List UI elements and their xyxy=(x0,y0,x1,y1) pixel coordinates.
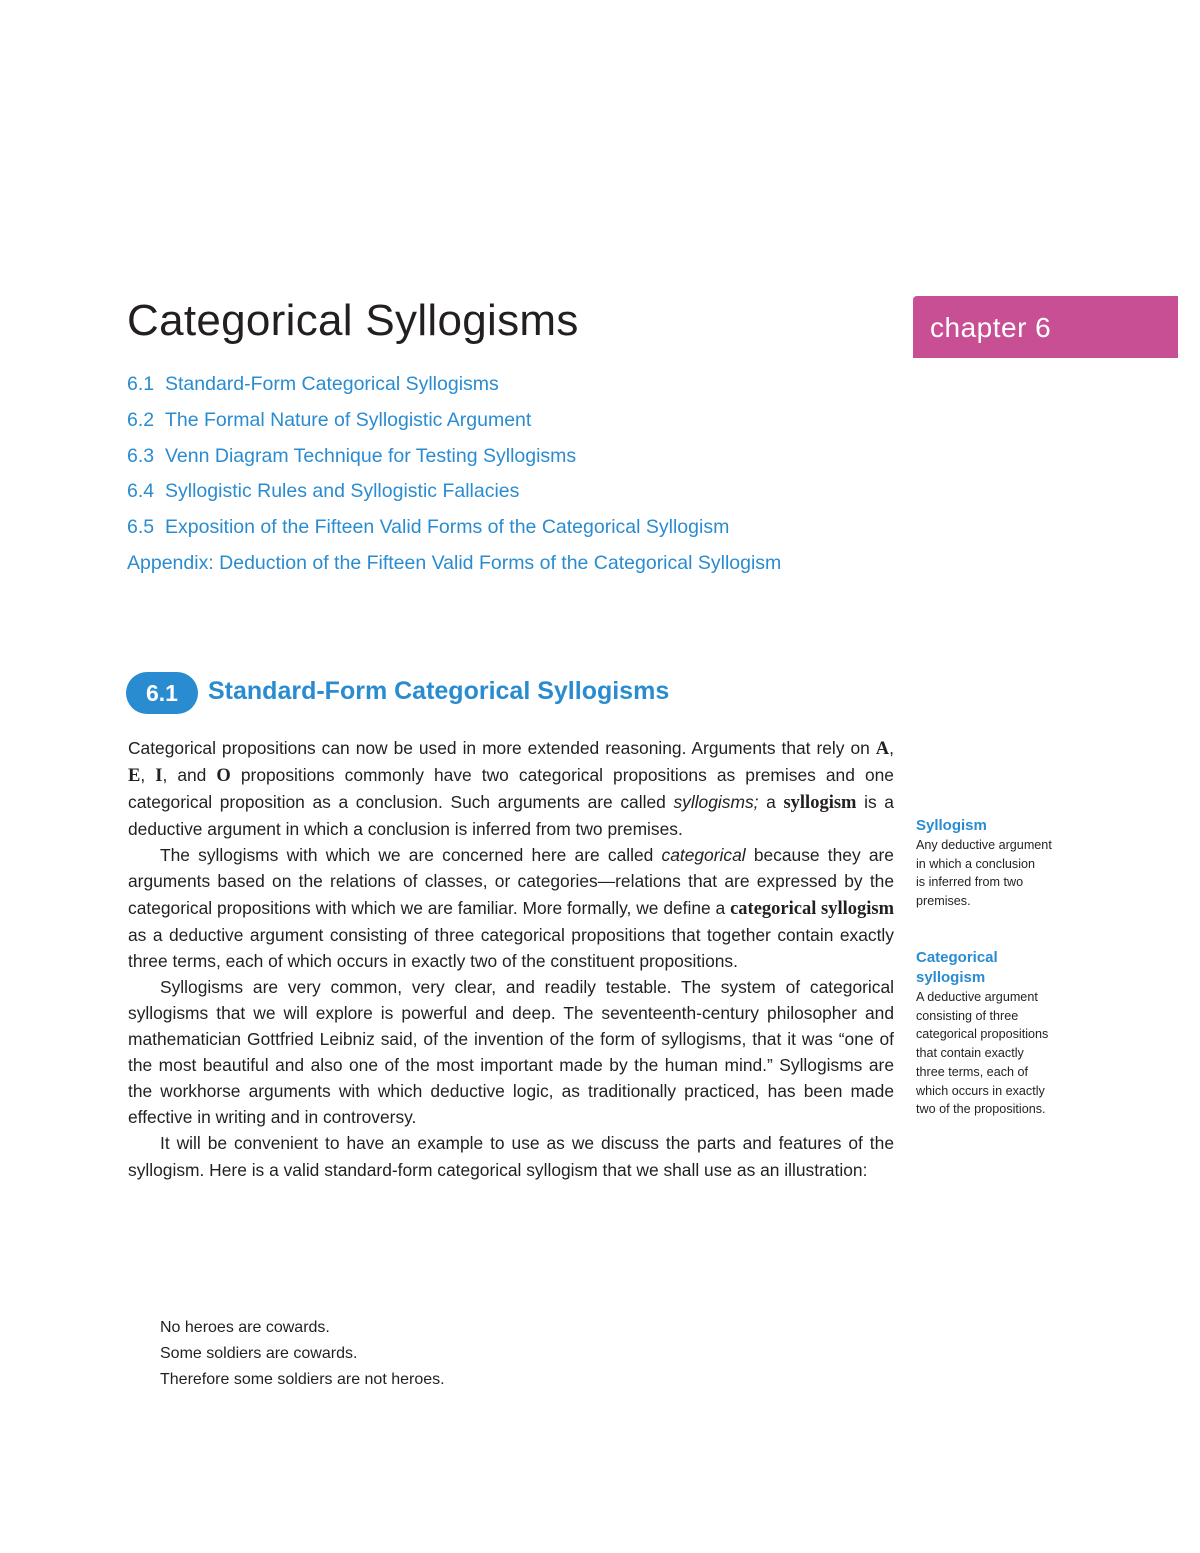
margin-note-categorical-syllogism xyxy=(916,948,1086,1119)
margin-note-term xyxy=(916,948,1086,988)
text-run: , xyxy=(140,765,156,786)
chapter-tab xyxy=(913,296,1178,358)
toc-item[interactable] xyxy=(127,514,781,550)
definition-line: categorical propositions xyxy=(916,1027,1049,1042)
proposition-letter: I xyxy=(155,766,163,787)
toc-item[interactable] xyxy=(127,371,781,407)
paragraph xyxy=(128,842,894,973)
definition-line: three terms, each of xyxy=(916,1064,1028,1079)
term-line: Categorical xyxy=(916,949,998,966)
margin-note-definition xyxy=(916,836,1086,911)
section-title: Standard-Form Categorical Syllogisms xyxy=(208,677,670,705)
paragraph: Syllogisms are very common, very clear, and readily testable. The system of categorical syllogisms that we will explore is powerful and deep. The seventeenth-century philosopher and mathematician Gottfried Leibniz said, of the invention of the form of syllogisms, that it was “one of the most beautiful and also one of the most important made by the human mind.” Syllogisms are the workhorse arguments with which deductive logic, as traditionally practiced, has been made effective in writing and in controversy. xyxy=(128,976,894,1128)
emphasis: syllogisms; xyxy=(673,792,759,813)
toc-item-number: 6.2 xyxy=(127,408,155,431)
margin-note-term: Syllogism xyxy=(916,817,987,834)
toc-item-number: 6.3 xyxy=(127,444,155,467)
toc-item-label: Venn Diagram Technique for Testing Syllogisms xyxy=(165,444,577,467)
toc-item-appendix[interactable] xyxy=(127,550,781,586)
chapter-title: Categorical Syllogisms xyxy=(127,296,579,345)
toc-item-label: Standard-Form Categorical Syllogisms xyxy=(165,373,499,395)
text-run: The syllogisms with which we are concerned here are called xyxy=(160,845,662,866)
definition-line: which occurs in exactly xyxy=(916,1083,1045,1098)
definition-line: Any deductive argument xyxy=(916,838,1052,852)
emphasis: categorical xyxy=(661,845,746,866)
toc-item-number: 6.5 xyxy=(127,516,155,539)
section-number-badge: 6.1 xyxy=(126,672,198,714)
example-line: Some soldiers are cowards. xyxy=(160,1345,358,1362)
definition-line: in which a conclusion xyxy=(916,856,1036,871)
paragraph: It will be convenient to have an example to use as we discuss the parts and features of the syllogism. Here is a valid standard-form categorical syllogism that we shall use as an illustration: xyxy=(128,1133,894,1180)
paragraph xyxy=(128,735,894,842)
margin-note-definition xyxy=(916,988,1086,1119)
definition-line: consisting of three xyxy=(916,1008,1019,1023)
toc-item[interactable] xyxy=(127,443,781,479)
toc-item[interactable] xyxy=(127,407,781,443)
toc-item-number: 6.1 xyxy=(127,373,155,395)
body-text xyxy=(128,735,894,1183)
text-run: Categorical propositions can now be used in more extended reasoning. Arguments that rely on xyxy=(128,738,876,758)
definition-line: is inferred from two xyxy=(916,875,1024,890)
toc-item-number: 6.4 xyxy=(127,480,155,503)
text-run: , xyxy=(889,738,894,758)
key-term: syllogism xyxy=(783,793,857,814)
proposition-letter: E xyxy=(128,766,141,787)
definition-line: two of the propositions. xyxy=(916,1102,1046,1117)
example-line: No heroes are cowards. xyxy=(160,1319,330,1336)
toc-item[interactable] xyxy=(127,478,781,514)
key-term: categorical syllogism xyxy=(730,898,894,919)
text-run: , and xyxy=(162,765,217,786)
term-line: syllogism xyxy=(916,969,986,986)
definition-line: A deductive argument xyxy=(916,990,1038,1004)
definition-line: premises. xyxy=(916,894,971,909)
text-run: is a deductive argument in which a conclusion is inferred from two premises. xyxy=(128,792,894,840)
proposition-letter: A xyxy=(875,739,890,759)
text-run: a xyxy=(758,792,784,813)
proposition-letter: O xyxy=(216,766,231,787)
toc-item-label: Syllogistic Rules and Syllogistic Fallacies xyxy=(165,480,520,503)
text-run: propositions commonly have two categorical propositions as premises and one categorical proposition as a conclusion. Such arguments are called xyxy=(128,765,894,813)
margin-note-syllogism xyxy=(916,816,1086,911)
toc-item-label: Exposition of the Fifteen Valid Forms of the Categorical Syllogism xyxy=(165,516,730,539)
example-syllogism xyxy=(160,1315,445,1393)
chapter-tab-label: chapter 6 xyxy=(930,312,1052,343)
toc-item-label: The Formal Nature of Syllogistic Argument xyxy=(165,408,532,431)
example-line: Therefore some soldiers are not heroes. xyxy=(160,1371,445,1388)
text-run: as a deductive argument consisting of three categorical propositions that together contain exactly three terms, each of which occurs in exactly two of the constituent propositions. xyxy=(128,924,894,971)
definition-line: that contain exactly xyxy=(916,1046,1024,1061)
table-of-contents xyxy=(127,371,781,586)
text-run: because they are arguments based on the relations of classes, or categories—relations that are expressed by the categorical propositions with which we are familiar. More formally, we define a xyxy=(128,845,894,918)
toc-item-label: Appendix: Deduction of the Fifteen Valid Forms of the Categorical Syllogism xyxy=(127,551,782,574)
